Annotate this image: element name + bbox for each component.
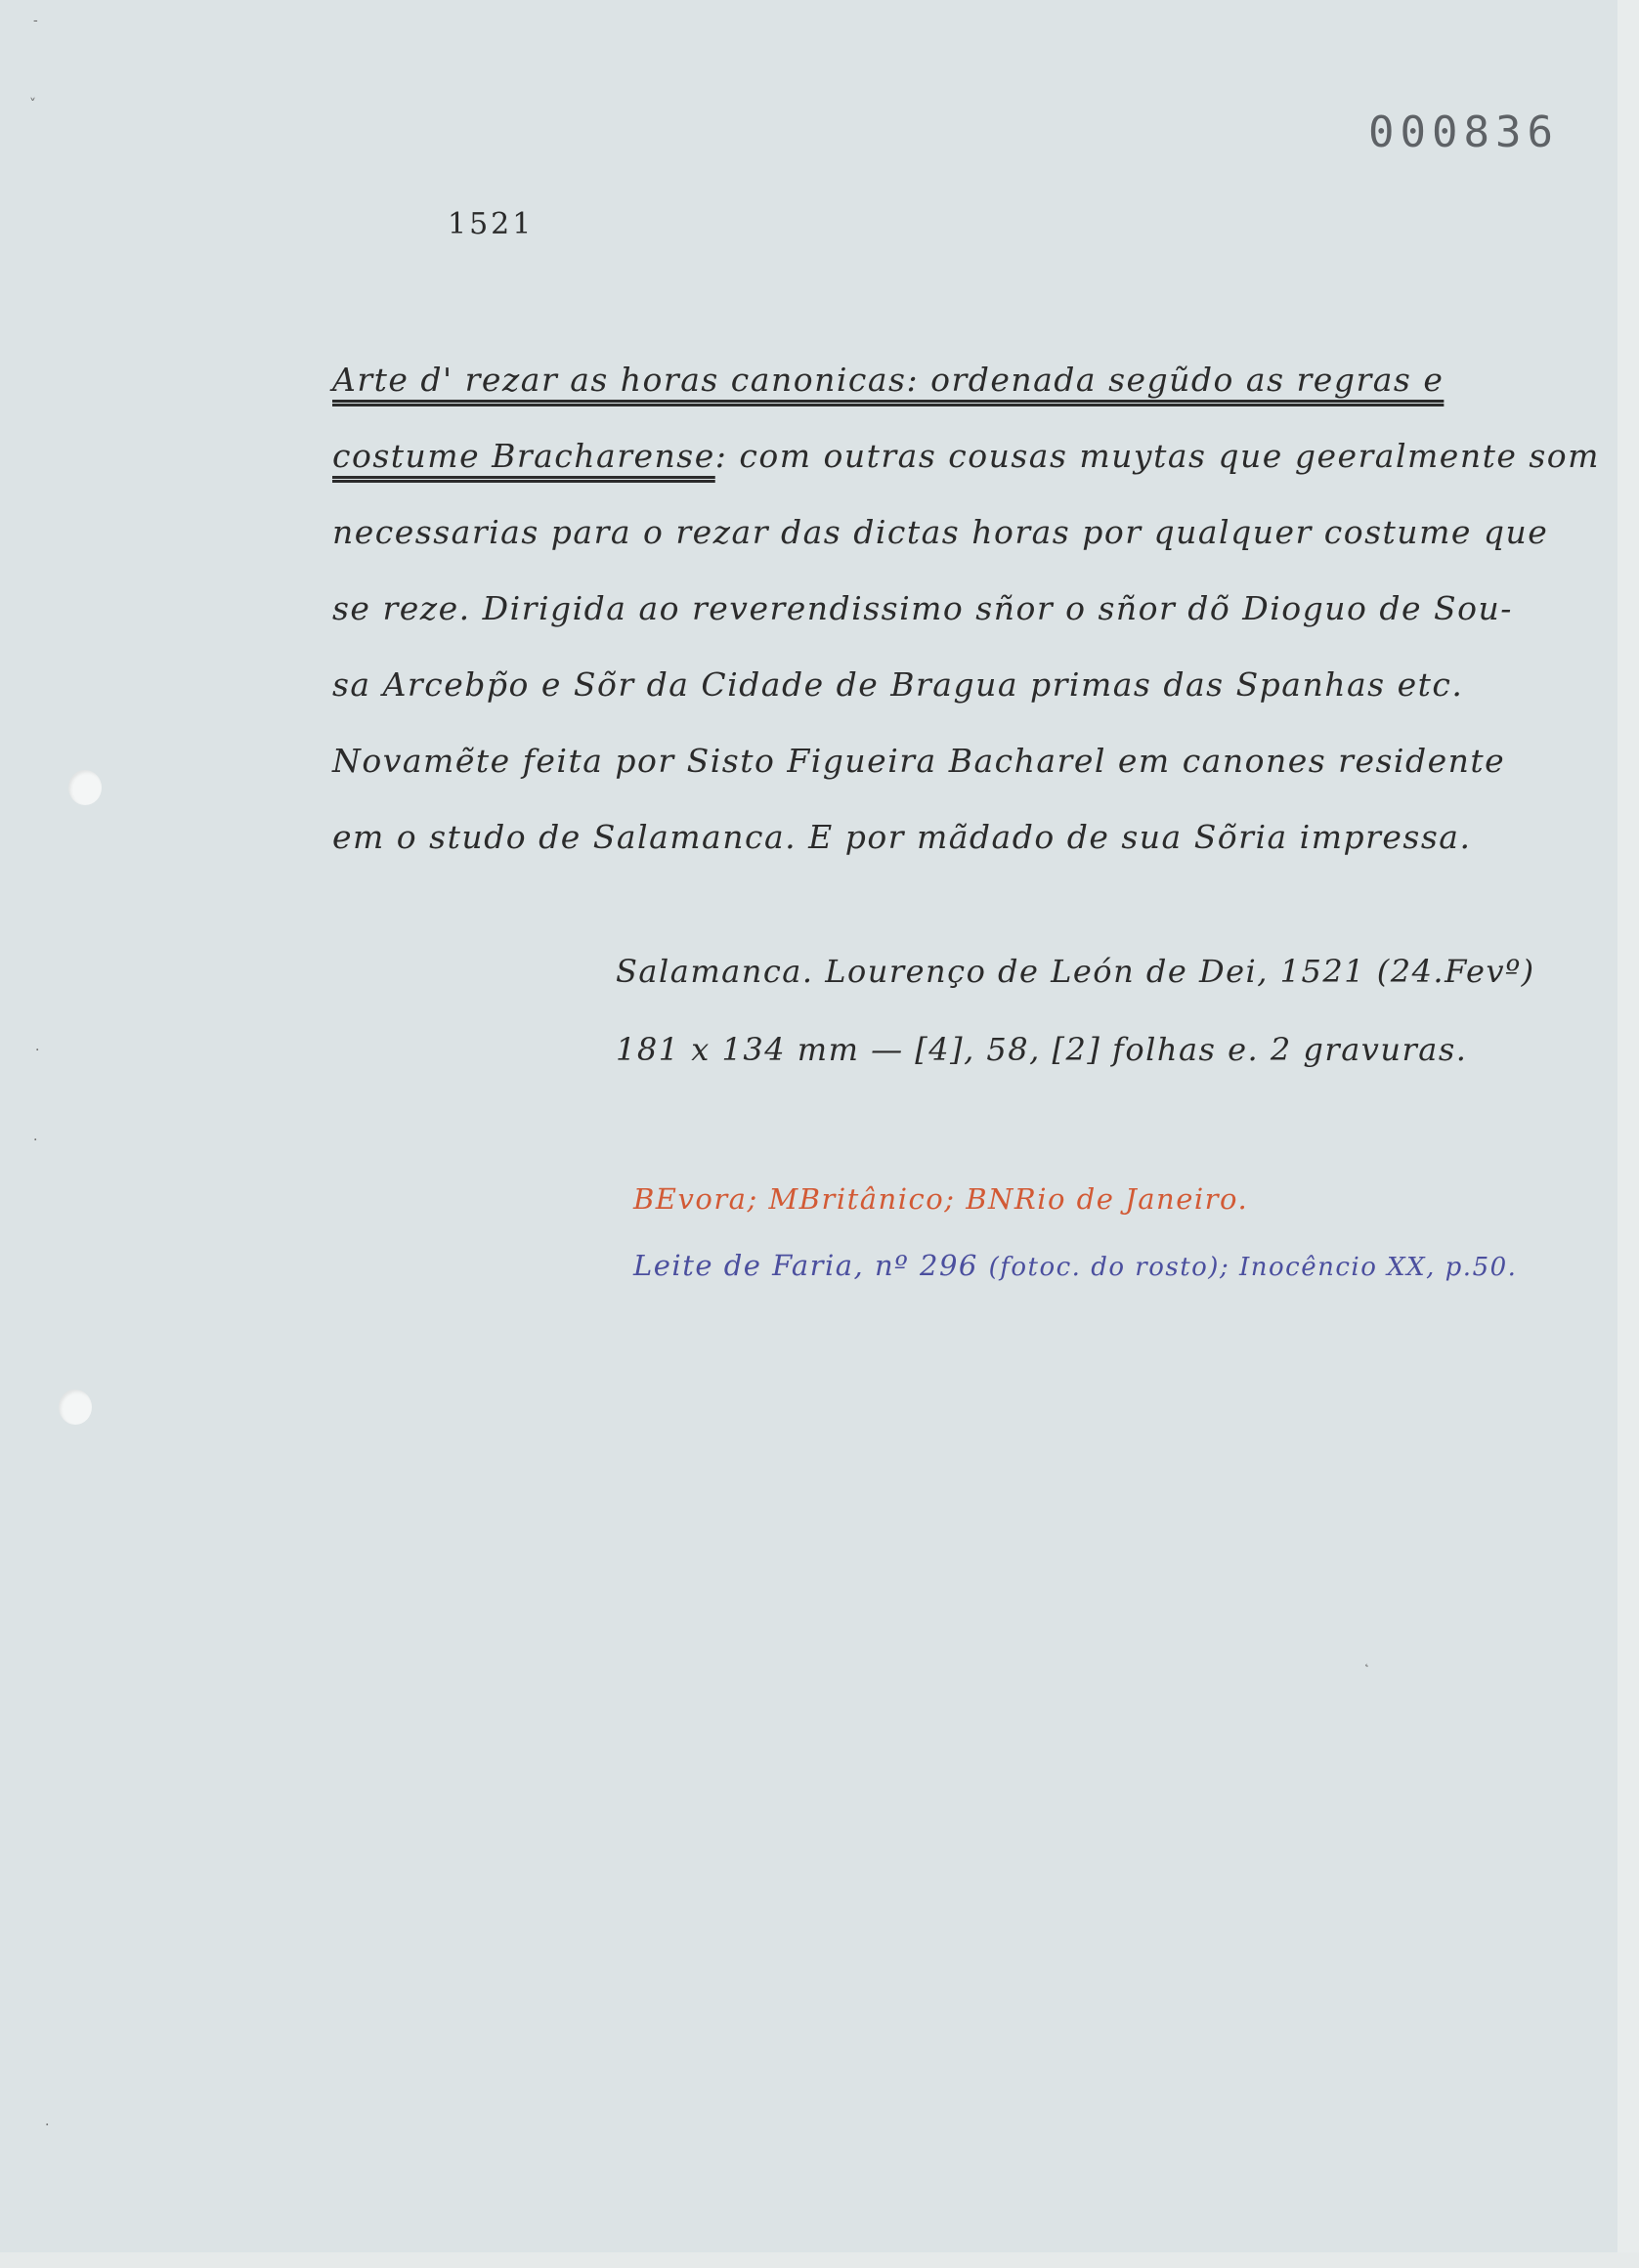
- paper-speck: ·: [33, 1133, 38, 1148]
- title-line: sa Arcebp̃o e Sõr da Cidade de Bragua primas das Spanhas etc.: [332, 665, 1464, 704]
- title-line-continuation: : com outras cousas muytas que geeralmente som: [714, 437, 1600, 475]
- title-line: [332, 418, 1600, 494]
- reference-number-stamp: 000836: [1368, 107, 1559, 157]
- title-line: Novamẽte feita por Sisto Figueira Bacharel em canones residente: [332, 742, 1506, 780]
- bibliography-note: (fotoc. do rosto); Inocêncio XX, p.50.: [988, 1253, 1518, 1282]
- holdings-line: BEvora; MBritânico; BNRio de Janeiro.: [633, 1182, 1249, 1216]
- paper-speck: ˛: [1363, 1652, 1370, 1668]
- paper-speck: ˅: [29, 97, 36, 112]
- record-year: 1521: [448, 207, 535, 241]
- title-line: se reze. Dirigida ao reverendissimo sñor o sñor dõ Dioguo de Sou-: [332, 589, 1513, 627]
- title-line: Arte d' rezar as horas canonicas: ordenada segũdo as regras e: [332, 361, 1445, 399]
- bibliography-reference: Leite de Faria, nº 296: [633, 1249, 978, 1282]
- paper-edge: [1617, 0, 1639, 2268]
- paper-speck: ·: [35, 1043, 40, 1058]
- paper-speck: -: [33, 13, 38, 28]
- collation-line: 181 x 134 mm — [4], 58, [2] folhas e. 2 gravuras.: [616, 1031, 1468, 1068]
- title-line: em o studo de Salamanca. E por mãdado de sua Sõria impressa.: [332, 818, 1472, 856]
- punch-hole-top: [68, 770, 102, 805]
- imprint-line: Salamanca. Lourenço de León de Dei, 1521 (24.Fevº): [616, 953, 1535, 990]
- paper-speck: ·: [45, 2118, 50, 2133]
- paper-bottom-edge: [0, 2252, 1639, 2268]
- punch-hole-bottom: [59, 1390, 92, 1425]
- title-transcription: [332, 342, 1600, 876]
- bibliography-line: [633, 1249, 1517, 1282]
- title-underlined-phrase: costume Bracharense: [332, 437, 715, 475]
- title-line: necessarias para o rezar das dictas horas por qualquer costume que: [332, 513, 1549, 551]
